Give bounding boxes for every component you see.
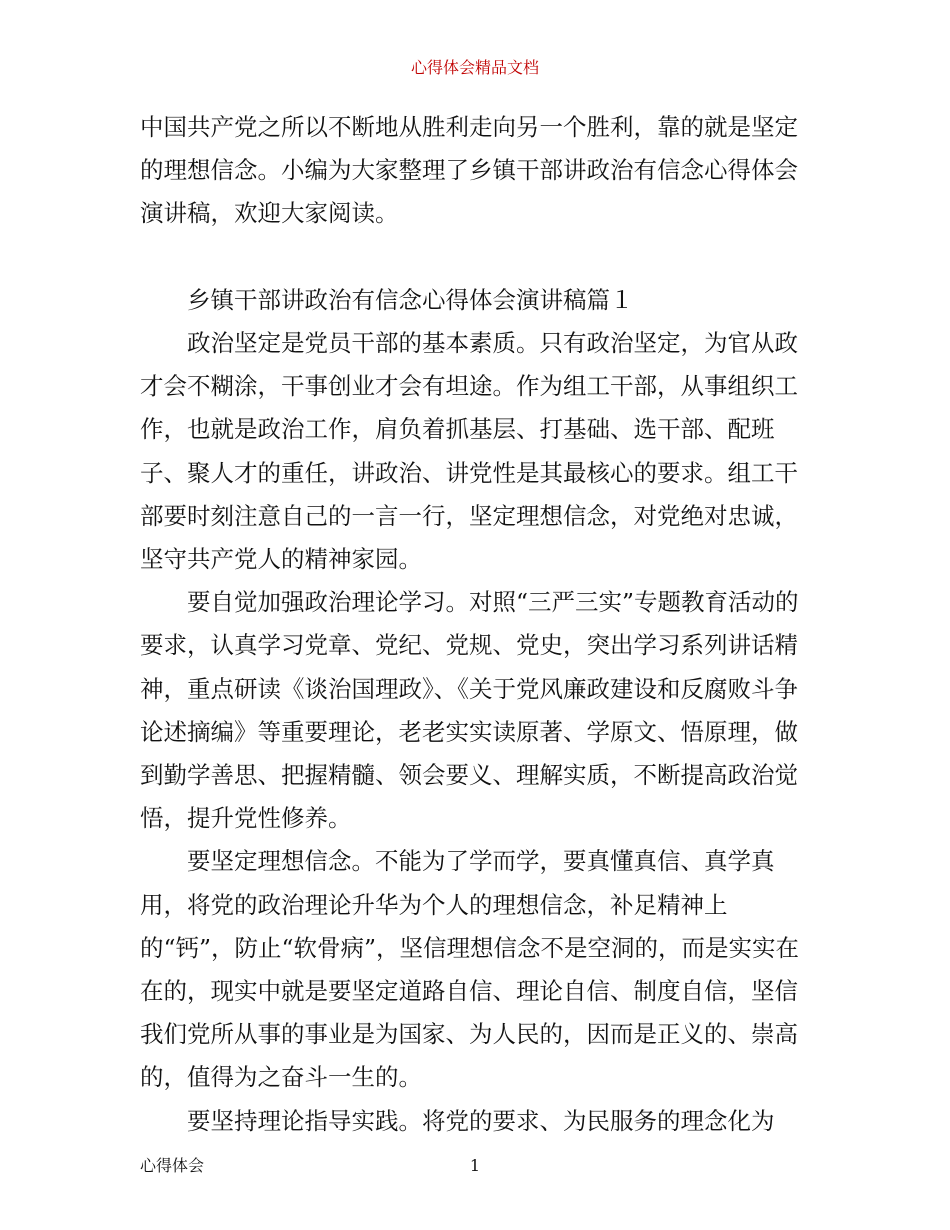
footer-label: 心得体会: [140, 1156, 205, 1175]
body-paragraph-4: 要坚持理论指导实践。将党的要求、为民服务的理念化为: [187, 1106, 775, 1135]
page-number: 1: [469, 1156, 481, 1175]
body-paragraph-2: 要自觉加强政治理论学习。对照“三严三实”专题教育活动的要求，认真学习党章、党纪、党规、党史，突出学习系列讲话精神，重点研读《谈治国理政》、《关于党风廉政建设和反腐败斗争论述摘编》等重要理论，老老实实读原著、学原文、悟原理，做到勤学善思、把握精髓、领会要义、理解实质，不断提高政治觉悟，提升党性修养。: [140, 588, 799, 833]
page-header-title: 心得体会精品文档: [410, 58, 539, 77]
document-body: [140, 106, 812, 1143]
body-paragraph-3: 要坚定理想信念。不能为了学而学，要真懂真信、真学真用，将党的政治理论升华为个人的理想信念，补足精神上的“钙”，防止“软骨病”，坚信理想信念不是空洞的，而是实实在在的，现实中就是要坚定道路自信、理论自信、制度自信，坚信我们党所从事的事业是为国家、为人民的，因而是正义的、崇高的，值得为之奋斗一生的。: [140, 847, 800, 1092]
intro-paragraph: 中国共产党之所以不断地从胜利走向另一个胜利，靠的就是坚定的理想信念。小编为大家整理了乡镇干部讲政治有信念心得体会演讲稿，欢迎大家阅读。: [140, 113, 798, 228]
paragraph-spacer: [140, 236, 812, 279]
section-title: 乡镇干部讲政治有信念心得体会演讲稿篇１: [187, 285, 634, 314]
body-paragraph-1: 政治坚定是党员干部的基本素质。只有政治坚定，为官从政才会不糊涂，干事创业才会有坦途。作为组工干部，从事组织工作，也就是政治工作，肩负着抓基层、打基础、选干部、配班子、聚人才的重任，讲政治、讲党性是其最核心的要求。组工干部要时刻注意自己的一言一行，坚定理想信念，对党绝对忠诚，坚守共产党人的精神家园。: [140, 329, 798, 574]
